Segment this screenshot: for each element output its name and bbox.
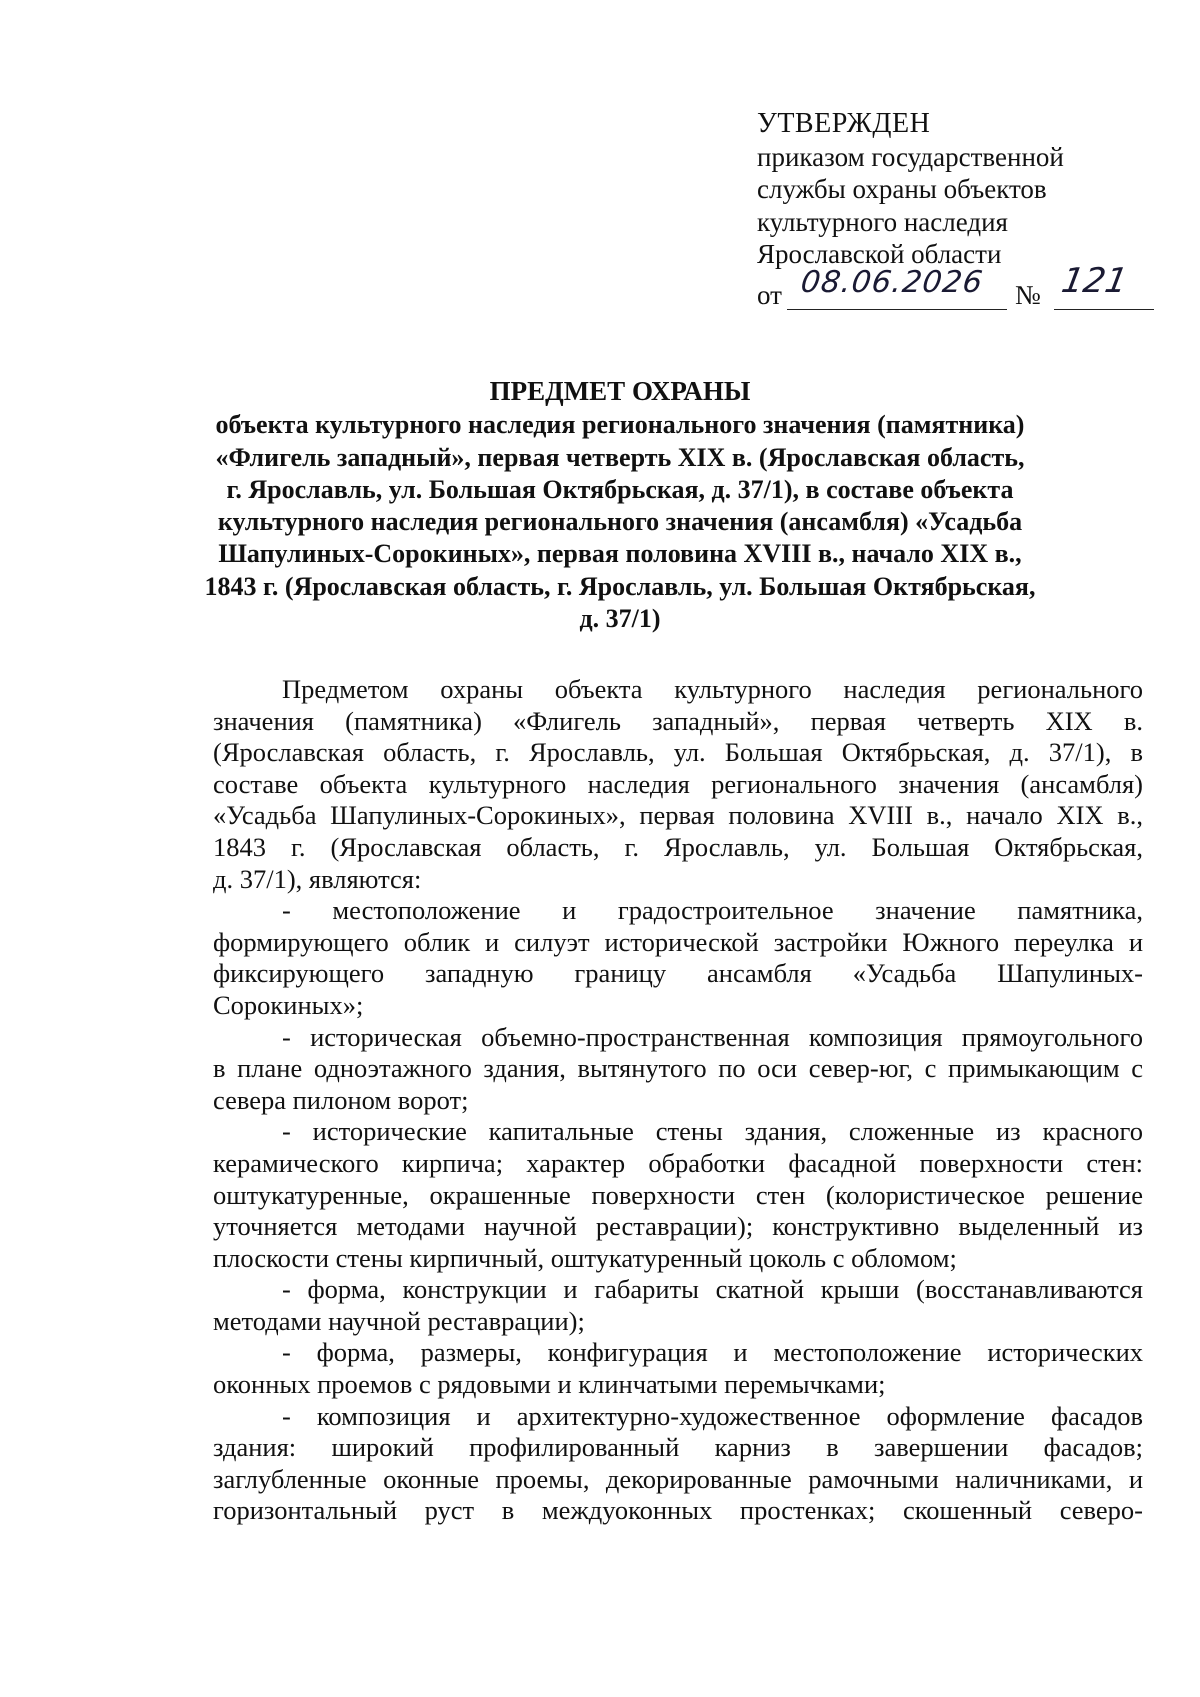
approval-line: культурного наследия: [757, 206, 1008, 237]
handwritten-number: 121: [1058, 260, 1131, 301]
heading-line: объекта культурного наследия регионального значения (памятника): [215, 410, 1025, 440]
body-line: значения (памятника) «Флигель западный», первая четверть XIX в.: [213, 705, 1143, 736]
body-line: д. 37/1), являются:: [213, 863, 422, 894]
approval-block: [757, 108, 1157, 311]
body-line: «Усадьба Шапулиных-Сорокиных», первая половина XVIII в., начало XIX в.,: [213, 800, 1143, 831]
body-line: (Ярославская область, г. Ярославль, ул. Большая Октябрьская, д. 37/1), в: [213, 737, 1143, 768]
date-field: [787, 264, 1007, 310]
body-line: - форма, конструкции и габариты скатной крыши (восстанавливаются: [282, 1274, 1143, 1305]
body-line: оштукатуренные, окрашенные поверхности стен (колористическое решение: [213, 1179, 1143, 1210]
document-heading: [120, 375, 1120, 635]
document-body: [213, 674, 1143, 1527]
body-line: горизонтальный руст в междуоконных простенках; скошенный северо-: [213, 1495, 1143, 1526]
body-line: фиксирующего западную границу ансамбля «Усадьба Шапулиных-: [213, 958, 1143, 989]
body-line: заглубленные оконные проемы, декорированные рамочными наличниками, и: [213, 1463, 1143, 1494]
body-line: - форма, размеры, конфигурация и местоположение исторических: [282, 1337, 1143, 1368]
body-line: здания: широкий профилированный карниз в завершении фасадов;: [213, 1432, 1143, 1463]
body-line: Предметом охраны объекта культурного наследия регионального: [282, 674, 1143, 704]
body-line: в плане одноэтажного здания, вытянутого по оси север-юг, с примыкающим с: [213, 1053, 1143, 1084]
heading-line: 1843 г. (Ярославская область, г. Ярославль, ул. Большая Октябрьская,: [204, 571, 1036, 601]
body-line: севера пилоном ворот;: [213, 1084, 469, 1115]
number-field: [1054, 260, 1154, 310]
body-line: - историческая объемно-пространственная композиция прямоугольного: [282, 1021, 1143, 1052]
body-line: составе объекта культурного наследия регионального значения (ансамбля): [213, 768, 1143, 799]
date-label: от: [757, 279, 782, 310]
body-line: оконных проемов с рядовыми и клинчатыми перемычками;: [213, 1369, 886, 1400]
order-row: [757, 260, 1157, 311]
body-line: уточняется методами научной реставрации); конструктивно выделенный из: [213, 1211, 1143, 1242]
number-label: №: [1015, 279, 1041, 310]
approval-title: УТВЕРЖДЕН: [757, 108, 931, 139]
heading-line: культурного наследия регионального значения (ансамбля) «Усадьба: [217, 507, 1023, 537]
body-line: - композиция и архитектурно-художественное оформление фасадов: [282, 1400, 1143, 1431]
body-line: - исторические капитальные стены здания, сложенные из красного: [282, 1116, 1143, 1147]
body-line: плоскости стены кирпичный, оштукатуренный цоколь с обломом;: [213, 1242, 957, 1273]
body-line: методами научной реставрации);: [213, 1305, 585, 1336]
body-line: керамического кирпича; характер обработки фасадной поверхности стен:: [213, 1147, 1143, 1178]
heading-line: «Флигель западный», первая четверть XIX в. (Ярославская область,: [215, 442, 1025, 472]
approval-line: службы охраны объектов: [757, 174, 1047, 204]
heading-line: г. Ярославль, ул. Большая Октябрьская, д. 37/1), в составе объекта: [226, 474, 1014, 504]
handwritten-date: 08.06.2026: [798, 264, 986, 300]
body-line: формирующего облик и силуэт исторической застройки Южного переулка и: [213, 926, 1143, 957]
heading-line: Шапулиных-Сорокиных», первая половина XVIII в., начало XIX в.,: [218, 539, 1022, 569]
document-title: ПРЕДМЕТ ОХРАНЫ: [489, 376, 751, 406]
body-line: - местоположение и градостроительное значение памятника,: [282, 895, 1143, 926]
approval-line: Ярославской области: [757, 239, 1002, 269]
body-line: 1843 г. (Ярославская область, г. Ярославль, ул. Большая Октябрьская,: [213, 831, 1143, 862]
approval-line: приказом государственной: [757, 141, 1064, 172]
heading-line: д. 37/1): [579, 604, 661, 634]
body-line: Сорокиных»;: [213, 989, 364, 1020]
